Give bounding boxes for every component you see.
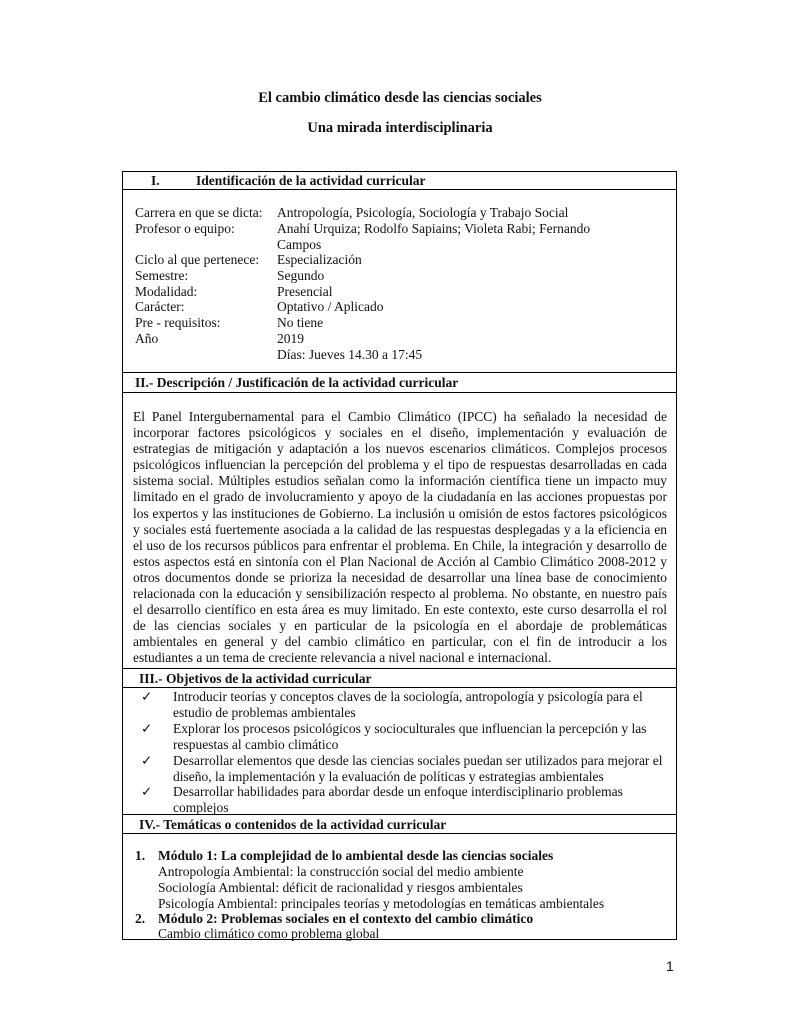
module-subtopic: Sociología Ambiental: déficit de racionalidad y riesgos ambientales [158,880,523,895]
field-label-caracter: Carácter: [135,299,185,314]
objective-text: Introducir teorías y conceptos claves de la sociología, antropología y psicología para el estudio de problemas ambientales [173,689,643,720]
curriculum-table [122,171,677,940]
module-item [135,848,665,864]
checkmark-icon: ✓ [141,689,153,704]
module-number: 1. [135,848,146,863]
page-number: 1 [666,958,674,974]
section-2-heading: II.- Descripción / Justificación de la actividad curricular [135,375,459,390]
field-label-semestre: Semestre: [135,268,189,283]
field-value-profesor: Anahí Urquiza; Rodolfo Sapiains; Violeta Rabi; Fernando Campos [277,221,591,252]
objective-item [141,689,671,721]
module-subtopic: Antropología Ambiental: la construcción social del medio ambiente [158,864,524,879]
module-title: Módulo 1: La complejidad de lo ambiental desde las ciencias sociales [158,848,554,863]
field-label-ciclo: Ciclo al que pertenece: [135,252,260,267]
checkmark-icon: ✓ [141,721,153,736]
objective-text: Desarrollar habilidades para abordar desde un enfoque interdisciplinario problemas complejos [173,784,623,815]
field-label-profesor: Profesor o equipo: [135,221,235,236]
field-value-semestre: Segundo [277,268,325,283]
section-1-number: I. [151,173,160,188]
objective-item [141,721,671,753]
module-subtopic: Psicología Ambiental: principales teorías y metodologías en temáticas ambientales [158,896,605,911]
module-item [135,911,665,927]
field-value-ano: 2019 [277,331,304,346]
objective-text: Explorar los procesos psicológicos y socioculturales que influencian la percepción y las respuestas al cambio climático [173,721,647,752]
objective-item [141,784,671,816]
module-number: 2. [135,911,146,926]
section-3-heading: III.- Objetivos de la actividad curricular [139,671,372,686]
module-title: Módulo 2: Problemas sociales en el contexto del cambio climático [158,911,534,926]
field-value-caracter: Optativo / Aplicado [277,299,384,314]
field-label-modalidad: Modalidad: [135,284,198,299]
section-4-heading: IV.- Temáticas o contenidos de la actividad curricular [139,817,447,832]
checkmark-icon: ✓ [141,784,153,799]
checkmark-icon: ✓ [141,753,153,768]
field-value-modalidad: Presencial [277,284,333,299]
field-value-carrera: Antropología, Psicología, Sociología y Trabajo Social [277,205,569,220]
field-label-ano: Año [135,331,159,346]
objective-text: Desarrollar elementos que desde las ciencias sociales puedan ser utilizados para mejorar el diseño, la implementación y la evaluación de políticas y estrategias ambientales [173,753,663,784]
field-label-prerequisitos: Pre - requisitos: [135,315,221,330]
field-value-prerequisitos: No tiene [277,315,324,330]
section-2-description: El Panel Intergubernamental para el Cambio Climático (IPCC) ha señalado la necesidad de incorporar factores psicológicos y sociales en el diseño, implementación y evaluación de estrategias de mitigación y adaptación a los nuevos escenarios climáticos. Complejos procesos psicológicos influencian la percepción del problema y el tipo de respuestas desarrolladas en cada sistema social. Múltiples estudios señalan como la información científica tiene un impacto muy limitado en el grado de involucramiento y apoyo de la ciudadanía en las acciones propuestas por los expertos y las instituciones de Gobierno. La inclusión u omisión de estos factores psicológicos y sociales está fuertemente asociada a la calidad de las respuestas desplegadas y a la eficiencia en el uso de los recursos públicos para enfrentar el problema. En Chile, la integración y desarrollo de estos aspectos está en sintonía con el Plan Nacional de Acción al Cambio Climático 2008-2012 y otros documentos donde se prioriza la necesidad de desarrollar una línea base de conocimiento relacionada con la educación y sensibilización respecto al problema. No obstante, en nuestro país el desarrollo científico en esta área es muy limitado. En este contexto, este curso desarrolla el rol de las ciencias sociales y en particular de la psicología en el abordaje de problemáticas ambientales en general y del cambio climático en particular, con el fin de introducir a los estudiantes a un tema de creciente relevancia a nivel nacional e internacional. [133,409,667,666]
document-subtitle: Una mirada interdisciplinaria [307,120,493,136]
section-1-heading: Identificación de la actividad curricular [196,173,426,188]
objective-item [141,753,671,785]
field-value-ciclo: Especialización [277,252,362,267]
module-subtopic: Cambio climático como problema global [158,926,380,941]
field-value-schedule: Días: Jueves 14.30 a 17:45 [277,347,423,362]
field-label-carrera: Carrera en que se dicta: [135,205,263,220]
document-title: El cambio climático desde las ciencias sociales [258,90,542,106]
